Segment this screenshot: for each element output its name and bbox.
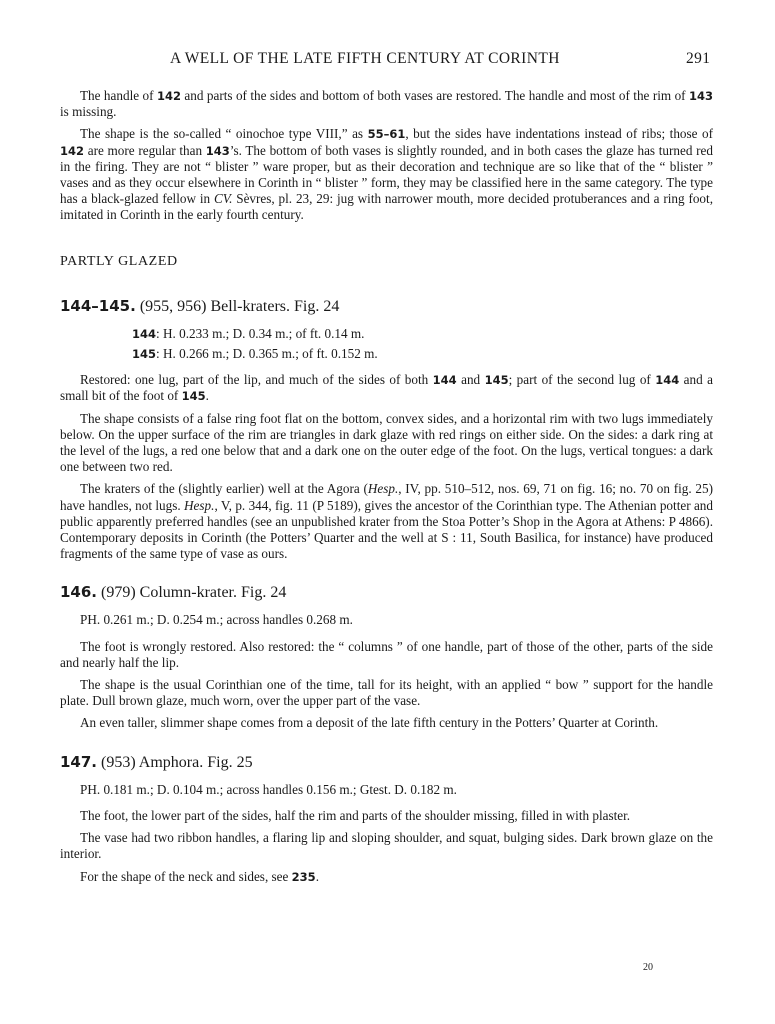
paragraph: For the shape of the neck and sides, see 235. bbox=[80, 868, 319, 884]
entry-heading-147 bbox=[60, 752, 713, 773]
catalog-ref: 235 bbox=[291, 869, 316, 884]
signature-mark: 20 bbox=[643, 962, 653, 973]
paragraph: The shape is the so-called “ oinochoe type VIII,” as 55–61, but the sides have indentations instead of ribs; those of 142 are more regular than 143’s. The bottom of both vases is slightly rounded, and in both cases the glaze has turned red in the firing. They are not “ blister ” ware proper, but as their decoration and technique are so like that of the “ blister ” vases and as they occur elsewhere in Corinth in “ blister ” form, they may be classified here in the same category. The type has a black-glazed fellow in CV. Sèvres, pl. 23, 29: jug with narrower mouth, more decided protuberances and a ring foot, imitated in Corinth in the early fourth century. bbox=[60, 126, 713, 223]
measurements: PH. 0.261 m.; D. 0.254 m.; across handles 0.268 m. bbox=[80, 612, 353, 628]
catalog-ref: 55–61 bbox=[367, 127, 406, 142]
paragraph: Restored: one lug, part of the lip, and much of the sides of both 144 and 145; part of the second lug of 144 and a small bit of the foot of 145. bbox=[60, 372, 713, 404]
entry-title: (979) Column-krater. Fig. 24 bbox=[97, 584, 287, 602]
entry-number: 147. bbox=[60, 752, 98, 771]
paragraph: The foot is wrongly restored. Also restored: the “ columns ” of one handle, part of those of the other, parts of the side and nearly half the lip. bbox=[60, 638, 713, 670]
paragraph: An even taller, slimmer shape comes from a deposit of the late fifth century in the Potters’ Quarter at Corinth. bbox=[80, 715, 659, 731]
entry-title: (955, 956) Bell-kraters. Fig. 24 bbox=[135, 297, 340, 315]
entry-title: (953) Amphora. Fig. 25 bbox=[97, 753, 253, 771]
running-header bbox=[0, 50, 775, 72]
entry-number: 146. bbox=[60, 583, 98, 602]
paragraph: The handle of 142 and parts of the sides and bottom of both vases are restored. The handle and most of the rim of 143 is missing. bbox=[60, 88, 714, 120]
paragraph: The shape is the usual Corinthian one of the time, tall for its height, with an applied “ bow ” support for the handle plate. Dull brown glaze, much worn, over the upper part of the vase. bbox=[60, 677, 713, 709]
catalog-ref: 142 bbox=[60, 143, 85, 158]
running-title: A WELL OF THE LATE FIFTH CENTURY AT CORINTH bbox=[170, 50, 560, 67]
measurements: 144: H. 0.233 m.; D. 0.34 m.; of ft. 0.14 m. bbox=[132, 325, 365, 341]
measurements: PH. 0.181 m.; D. 0.104 m.; across handles 0.156 m.; Gtest. D. 0.182 m. bbox=[80, 781, 457, 797]
measurements: 145: H. 0.266 m.; D. 0.365 m.; of ft. 0.152 m. bbox=[132, 346, 378, 362]
section-heading: PARTLY GLAZED bbox=[60, 253, 178, 269]
paragraph: The vase had two ribbon handles, a flaring lip and sloping shoulder, and squat, bulging sides. Dark brown glaze on the interior. bbox=[60, 830, 713, 862]
paragraph: The shape consists of a false ring foot flat on the bottom, convex sides, and a horizontal rim with two lugs immediately below. On the upper surface of the rim are triangles in dark glaze with red rings on either side. On the sides: a dark ring at the level of the lugs, a red one below that and a dark one on the outer edge of the foot. On the lugs, vertical tongues: a dark one between two red. bbox=[60, 410, 713, 475]
catalog-ref: 143 bbox=[205, 143, 230, 158]
paragraph: The kraters of the (slightly earlier) well at the Agora (Hesp., IV, pp. 510–512, nos. 69, 71 on fig. 16; no. 70 on fig. 25) have handles, not lugs. Hesp., V, p. 344, fig. 11 (P 5189), gives the ancestor of the Corinthian type. The Athenian potter and public apparently preferred handles (see an unpublished krater from the Stoa Potter’s Shop in the Agora at Athens: P 4866). Contemporary deposits in Corinth (the Potters’ Quarter and the well at S : 11, South Basilica, for instance) have produced fragments of the same type of vase as ours. bbox=[60, 481, 713, 562]
entry-heading-144-145 bbox=[60, 296, 713, 317]
catalog-ref: 142 bbox=[156, 89, 181, 103]
entry-heading-146 bbox=[60, 582, 713, 603]
catalog-ref: 143 bbox=[689, 89, 714, 103]
paragraph: The foot, the lower part of the sides, half the rim and parts of the shoulder missing, filled in with plaster. bbox=[80, 807, 631, 823]
citation-italic: CV. bbox=[213, 191, 233, 207]
entry-number: 144–145. bbox=[60, 296, 136, 315]
page-number: 291 bbox=[686, 50, 711, 67]
page-body bbox=[60, 88, 713, 891]
